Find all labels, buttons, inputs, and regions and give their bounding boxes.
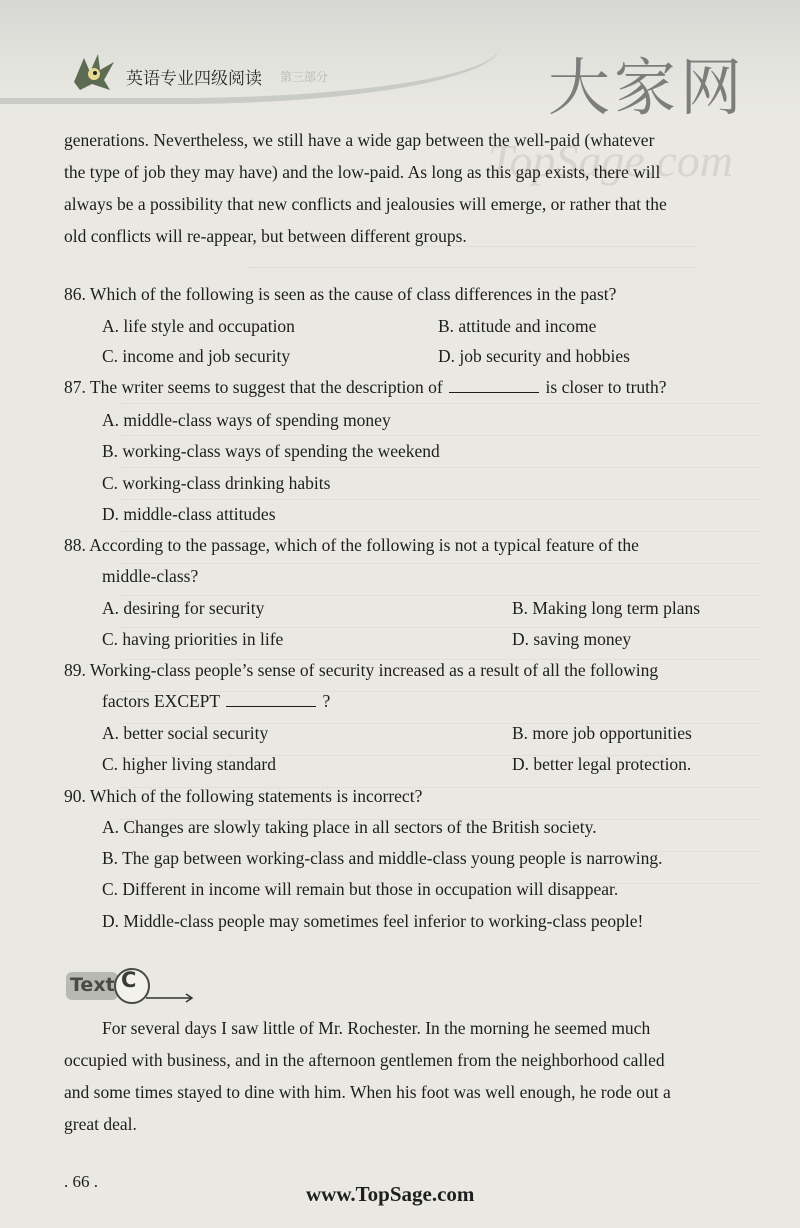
question-89-text: factors EXCEPT bbox=[102, 691, 220, 711]
option-86-d[interactable]: D. job security and hobbies bbox=[438, 346, 630, 366]
option-86-b[interactable]: B. attitude and income bbox=[438, 316, 597, 336]
footer-website: www.TopSage.com bbox=[306, 1182, 475, 1206]
page-number: . 66 . bbox=[64, 1172, 98, 1191]
option-88-d[interactable]: D. saving money bbox=[512, 629, 632, 649]
section-tag-letter: C bbox=[121, 968, 137, 992]
option-89-b[interactable]: B. more job opportunities bbox=[512, 723, 692, 743]
option-87-c[interactable]: C. working-class drinking habits bbox=[102, 473, 331, 493]
question-88-cont: middle-class? bbox=[102, 566, 199, 586]
answer-blank bbox=[226, 705, 316, 707]
watermark-text: TopSage.com bbox=[488, 135, 733, 186]
option-87-b[interactable]: B. working-class ways of spending the weekend bbox=[102, 441, 440, 461]
option-90-d[interactable]: D. Middle-class people may sometimes feel inferior to working-class people! bbox=[102, 911, 644, 931]
question-86: 86. Which of the following is seen as the cause of class differences in the past? bbox=[64, 284, 617, 304]
option-89-d[interactable]: D. better legal protection. bbox=[512, 754, 692, 774]
section-tag-label: Text bbox=[70, 974, 115, 996]
book-title: 英语专业四级阅读 bbox=[126, 69, 262, 89]
option-90-c[interactable]: C. Different in income will remain but those in occupation will disappear. bbox=[102, 879, 619, 899]
header-section-text: 第三部分 bbox=[280, 70, 329, 84]
text-line: generations. Nevertheless, we still have a wide gap between the well-paid (whatever bbox=[64, 130, 655, 150]
question-87 bbox=[64, 377, 667, 398]
text-line: always be a possibility that new conflicts and jealousies will emerge, or rather that the bbox=[64, 194, 667, 214]
question-87-text-end: is closer to truth? bbox=[545, 377, 667, 397]
text-line: and some times stayed to dine with him. When his foot was well enough, he rode out a bbox=[64, 1082, 671, 1102]
option-87-a[interactable]: A. middle-class ways of spending money bbox=[102, 410, 391, 430]
text-c-paragraph bbox=[64, 1012, 754, 1140]
option-86-c[interactable]: C. income and job security bbox=[102, 346, 291, 366]
question-90: 90. Which of the following statements is incorrect? bbox=[64, 786, 423, 806]
question-87-text: 87. The writer seems to suggest that the description of bbox=[64, 377, 443, 397]
text-line: old conflicts will re-appear, but between different groups. bbox=[64, 226, 467, 246]
option-89-c[interactable]: C. higher living standard bbox=[102, 754, 277, 774]
option-87-d[interactable]: D. middle-class attitudes bbox=[102, 504, 276, 524]
text-line: the type of job they may have) and the low-paid. As long as this gap exists, there will bbox=[64, 162, 661, 182]
text-line: great deal. bbox=[64, 1114, 137, 1134]
option-88-c[interactable]: C. having priorities in life bbox=[102, 629, 284, 649]
question-89: 89. Working-class people’s sense of security increased as a result of all the following bbox=[64, 660, 659, 680]
question-89-text-end: ? bbox=[322, 691, 331, 711]
text-line: occupied with business, and in the afternoon gentlemen from the neighborhood called bbox=[64, 1050, 665, 1070]
option-88-b[interactable]: B. Making long term plans bbox=[512, 598, 701, 618]
text-line: For several days I saw little of Mr. Rochester. In the morning he seemed much bbox=[102, 1018, 651, 1038]
option-90-a[interactable]: A. Changes are slowly taking place in all sectors of the British society. bbox=[102, 817, 597, 837]
watermark-logo: 大家网 bbox=[548, 51, 747, 124]
option-89-a[interactable]: A. better social security bbox=[102, 723, 269, 743]
question-89-cont bbox=[102, 691, 330, 712]
option-88-a[interactable]: A. desiring for security bbox=[102, 598, 265, 618]
answer-blank bbox=[449, 391, 539, 393]
question-88: 88. According to the passage, which of the following is not a typical feature of the bbox=[64, 535, 639, 555]
option-86-a[interactable]: A. life style and occupation bbox=[102, 316, 295, 336]
mascot-icon bbox=[70, 52, 116, 92]
intro-paragraph bbox=[64, 124, 754, 252]
option-90-b[interactable]: B. The gap between working-class and middle-class young people is narrowing. bbox=[102, 848, 663, 868]
